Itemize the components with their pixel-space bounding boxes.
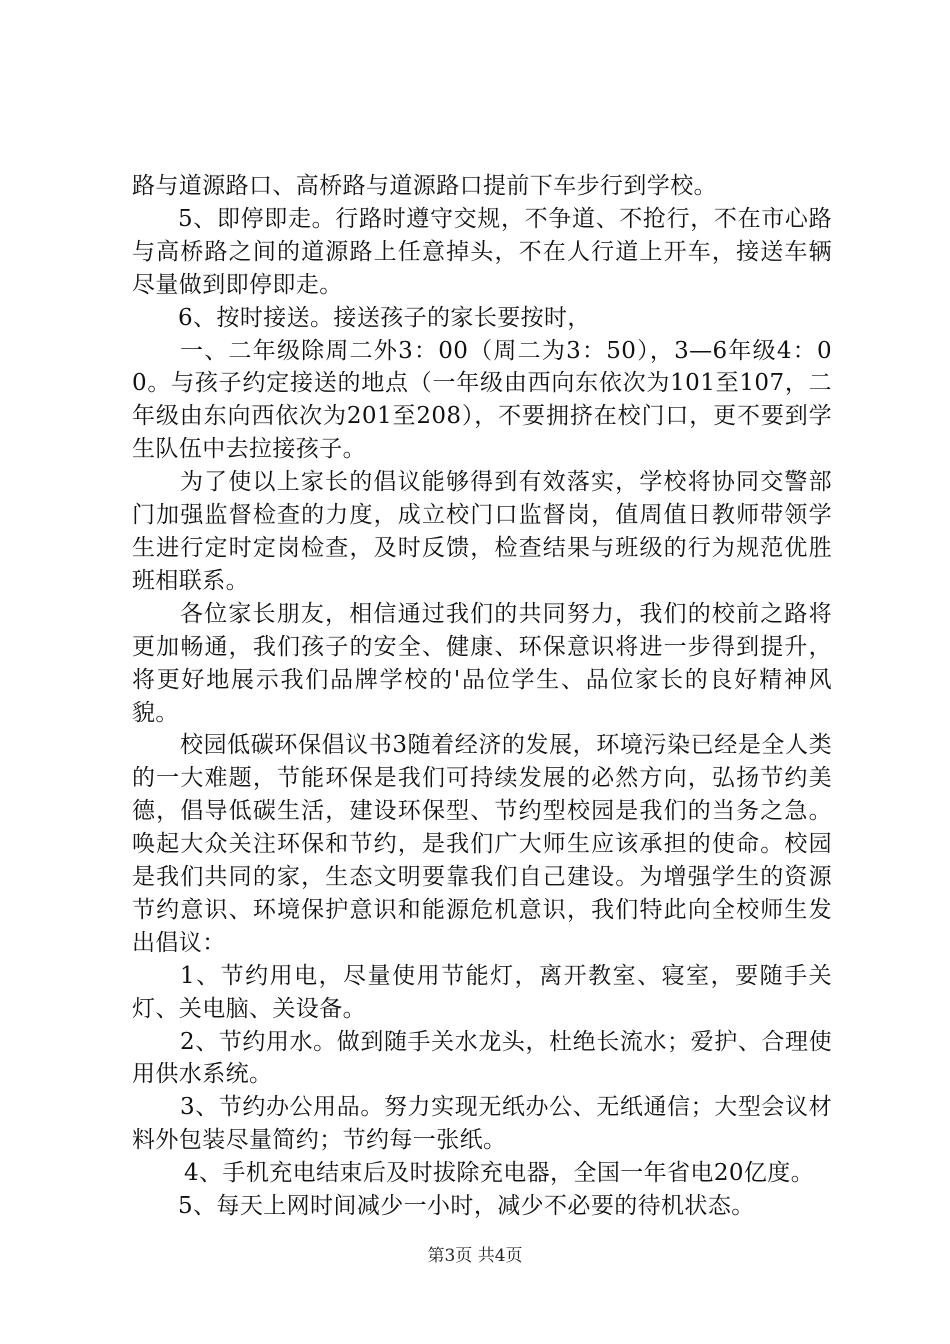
- paragraph-5: 为了使以上家长的倡议能够得到有效落实，学校将协同交警部门加强监督检查的力度，成立校门口监督岗，值周值日教师带领学生进行定时定岗检查，及时反馈，检查结果与班级的行为规范优胜班相联系。: [132, 469, 832, 594]
- document-body: [132, 170, 832, 1223]
- paragraph-10: 3、节约办公用品。努力实现无纸办公、无纸通信；大型会议材料外包装尽量简约；节约每一张纸。: [132, 1094, 832, 1154]
- paragraph-3: 6、按时接送。接送孩子的家长要按时，: [178, 304, 591, 331]
- paragraph-9: 2、节约用水。做到随手关水龙头，杜绝长流水；爱护、合理使用供水系统。: [132, 1028, 832, 1088]
- paragraph-6: 各位家长朋友，相信通过我们的共同努力，我们的校前之路将更加畅通，我们孩子的安全、健康、环保意识将进一步得到提升，将更好地展示我们品牌学校的'品位学生、品位家长的良好精神风貌。: [132, 600, 832, 726]
- paragraph-7: 校园低碳环保倡议书3随着经济的发展，环境污染已经是全人类的一大难题，节能环保是我们可持续发展的必然方向，弘扬节约美德，倡导低碳生活，建设环保型、节约型校园是我们的当务之急。唤起大众关注环保和节约，是我们广大师生应该承担的使命。校园是我们共同的家，生态文明要靠我们自己建设。为增强学生的资源节约意识、环境保护意识和能源危机意识，我们特此向全校师生发出倡议：: [132, 732, 832, 956]
- paragraph-12: 5、每天上网时间减少一小时，减少不必要的待机状态。: [178, 1193, 755, 1220]
- page-number-footer: 第3页 共4页: [427, 1246, 523, 1266]
- paragraph-11: 4、手机充电结束后及时拔除充电器，全国一年省电20亿度。: [184, 1160, 815, 1187]
- paragraph-2: 5、即停即走。行路时遵守交规，不争道、不抢行，不在市心路与高桥路之间的道源路上任意掉头，不在人行道上开车，接送车辆尽量做到即停即走。: [132, 205, 832, 298]
- paragraph-8: 1、节约用电，尽量使用节能灯，离开教室、寝室，要随手关灯、关电脑、关设备。: [132, 962, 832, 1022]
- paragraph-1: 路与道源路口、高桥路与道源路口提前下车步行到学校。: [132, 173, 717, 199]
- paragraph-4: 一、二年级除周二外3：00（周二为3：50），3—6年级4：00。与孩子约定接送的地点（一年级由西向东依次为101至107，二年级由东向西依次为201至208），不要拥挤在校门口，更不要到学生队伍中去拉接孩子。: [132, 337, 832, 463]
